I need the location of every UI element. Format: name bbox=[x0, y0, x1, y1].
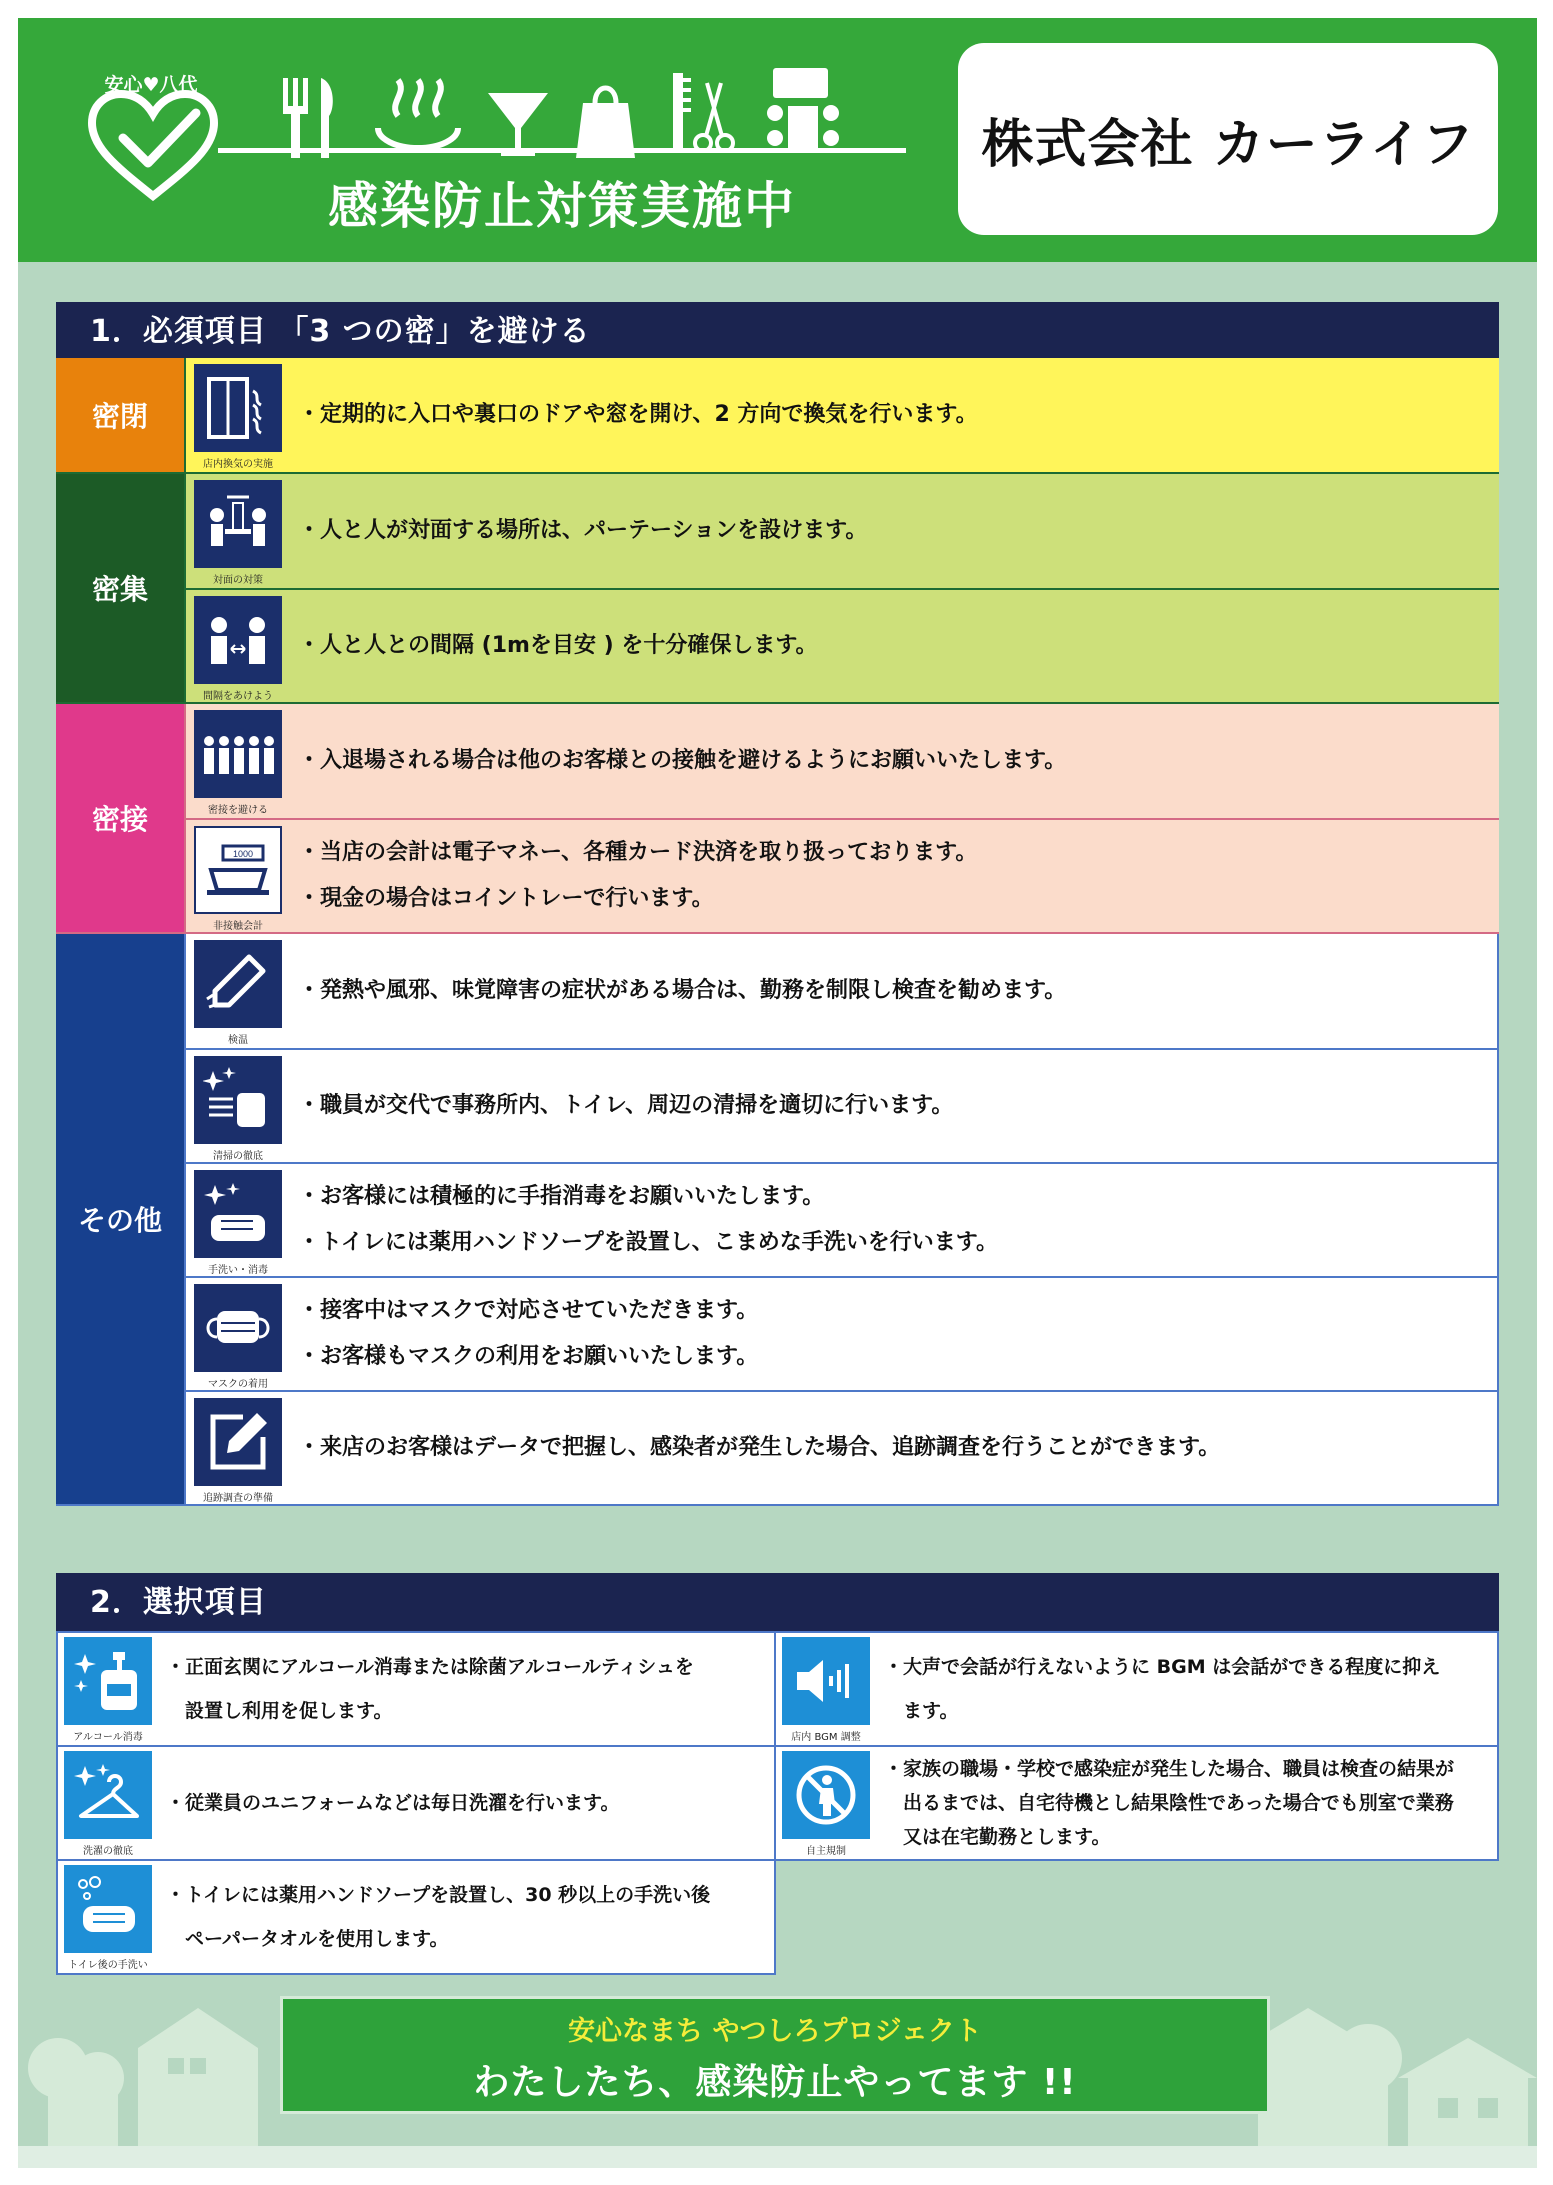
cleaning-icon bbox=[194, 1056, 282, 1144]
icon-caption: アルコール消毒 bbox=[73, 1732, 143, 1743]
row-text bbox=[290, 1164, 1497, 1276]
row-line: ます。 bbox=[884, 1700, 959, 1722]
list-item bbox=[184, 818, 1499, 932]
fork-knife-icon bbox=[283, 78, 333, 158]
row-icon bbox=[186, 358, 290, 472]
queue-icon bbox=[194, 710, 282, 798]
row-line: ・現金の場合はコイントレーで行います。 bbox=[298, 886, 714, 911]
scissors-comb-icon bbox=[673, 73, 733, 153]
row-icon bbox=[58, 1747, 158, 1859]
icon-caption: 店内換気の実施 bbox=[203, 459, 273, 470]
list-item bbox=[184, 934, 1497, 1048]
icon-caption: 対面の対策 bbox=[213, 575, 263, 586]
icon-caption: トイレ後の手洗い bbox=[68, 1960, 148, 1971]
thermometer-icon bbox=[194, 940, 282, 1028]
row-text bbox=[158, 1861, 774, 1973]
list-item bbox=[184, 1162, 1497, 1276]
list-item bbox=[184, 588, 1499, 702]
list-item bbox=[56, 1745, 776, 1861]
meeting-icon bbox=[767, 68, 839, 151]
row-icon bbox=[58, 1861, 158, 1973]
section2-heading: 2．選択項目 bbox=[56, 1573, 1499, 1631]
row-line: 又は在宅勤務とします。 bbox=[884, 1826, 1111, 1848]
distance-icon bbox=[194, 596, 282, 684]
list-item bbox=[184, 358, 1499, 472]
group-misshu bbox=[56, 474, 1499, 704]
group-missetsu bbox=[56, 704, 1499, 934]
group-label: その他 bbox=[56, 934, 184, 1504]
list-item bbox=[184, 1048, 1497, 1162]
onsen-icon bbox=[378, 80, 458, 148]
row-text bbox=[158, 1633, 774, 1745]
row-line: 設置し利用を促します。 bbox=[166, 1700, 393, 1722]
row-icon bbox=[186, 1392, 290, 1504]
group-rows bbox=[184, 704, 1499, 932]
row-line: ・従業員のユニフォームなどは毎日洗濯を行います。 bbox=[166, 1792, 620, 1814]
row-icon bbox=[186, 704, 290, 818]
row-icon bbox=[186, 820, 290, 932]
list-item bbox=[184, 1390, 1497, 1504]
row-line: ・トイレには薬用ハンドソープを設置し、こまめな手洗いを行います。 bbox=[298, 1230, 999, 1255]
row-text bbox=[290, 358, 1499, 472]
mask-icon bbox=[194, 1284, 282, 1372]
cash-tray-icon bbox=[194, 826, 282, 914]
row-line: ・発熱や風邪、味覚障害の症状がある場合は、勤務を制限し検査を勧めます。 bbox=[298, 978, 1067, 1003]
section1-table bbox=[56, 358, 1499, 1506]
wash-hands-icon bbox=[64, 1865, 152, 1953]
row-text bbox=[290, 1278, 1497, 1390]
row-text bbox=[876, 1747, 1497, 1859]
row-text bbox=[158, 1747, 774, 1859]
no-entry-person-icon bbox=[782, 1751, 870, 1839]
list-item bbox=[56, 1859, 776, 1975]
row-line: ・接客中はマスクで対応させていただきます。 bbox=[298, 1298, 759, 1323]
row-icon bbox=[186, 934, 290, 1048]
row-line: ・大声で会話が行えないように BGM は会話ができる程度に抑え bbox=[884, 1656, 1441, 1678]
row-icon bbox=[776, 1747, 876, 1859]
row-line: ペーパータオルを使用します。 bbox=[166, 1928, 449, 1950]
row-line: ・入退場される場合は他のお客様との接触を避けるようにお願いいたします。 bbox=[298, 748, 1067, 773]
icon-caption: 検温 bbox=[228, 1035, 248, 1046]
header-icon-strip bbox=[263, 58, 883, 158]
row-text bbox=[290, 704, 1499, 818]
row-text bbox=[290, 934, 1497, 1048]
row-icon bbox=[186, 1050, 290, 1162]
row-icon bbox=[186, 474, 290, 588]
row-line: ・定期的に入口や裏口のドアや窓を開け、2 方向で換気を行います。 bbox=[298, 402, 978, 427]
logo-text: 安心♥八代 bbox=[104, 74, 198, 96]
footer-subtitle: 安心なまち やつしろプロジェクト bbox=[568, 2016, 982, 2047]
group-label: 密閉 bbox=[56, 358, 184, 472]
ground-strip bbox=[18, 2146, 1537, 2168]
row-line: ・職員が交代で事務所内、トイレ、周辺の清掃を適切に行います。 bbox=[298, 1093, 954, 1118]
list-item bbox=[56, 1631, 776, 1747]
row-line: ・お客様には積極的に手指消毒をお願いいたします。 bbox=[298, 1184, 825, 1209]
group-label: 密接 bbox=[56, 704, 184, 932]
cocktail-icon bbox=[488, 93, 548, 156]
row-icon bbox=[776, 1633, 876, 1745]
row-line: ・当店の会計は電子マネー、各種カード決済を取り扱っております。 bbox=[298, 840, 978, 865]
edit-icon bbox=[194, 1398, 282, 1486]
footer-slogan: わたしたち、感染防止やってます !! bbox=[473, 2062, 1077, 2103]
icon-caption: 手洗い・消毒 bbox=[208, 1265, 268, 1276]
row-line: ・来店のお客様はデータで把握し、感染者が発生した場合、追跡調査を行うことができます。 bbox=[298, 1435, 1221, 1460]
row-icon bbox=[58, 1633, 158, 1745]
list-item bbox=[774, 1631, 1499, 1747]
icon-caption: 間隔をあけよう bbox=[203, 691, 273, 702]
hand-wash-icon bbox=[194, 1170, 282, 1258]
icon-caption: 自主規制 bbox=[806, 1846, 846, 1857]
icon-caption: 清掃の徹底 bbox=[213, 1151, 263, 1162]
list-item bbox=[184, 474, 1499, 588]
list-item bbox=[184, 704, 1499, 818]
row-line: ・お客様もマスクの利用をお願いいたします。 bbox=[298, 1344, 759, 1369]
group-label: 密集 bbox=[56, 474, 184, 702]
row-line: ・人と人が対面する場所は、パーテーションを設けます。 bbox=[298, 518, 868, 543]
speaker-icon bbox=[782, 1637, 870, 1725]
group-rows bbox=[184, 474, 1499, 702]
row-text bbox=[290, 1392, 1497, 1504]
list-item bbox=[774, 1745, 1499, 1861]
alcohol-bottle-icon bbox=[64, 1637, 152, 1725]
group-rows bbox=[184, 358, 1499, 472]
row-line: ・家族の職場・学校で感染症が発生した場合、職員は検査の結果が bbox=[884, 1758, 1455, 1780]
group-rows bbox=[184, 934, 1499, 1504]
poster bbox=[18, 18, 1537, 2168]
icon-caption: 洗濯の徹底 bbox=[83, 1846, 133, 1857]
header-rule bbox=[218, 148, 906, 153]
row-line: ・トイレには薬用ハンドソープを設置し、30 秒以上の手洗い後 bbox=[166, 1884, 711, 1906]
icon-caption: 追跡調査の準備 bbox=[203, 1493, 273, 1504]
row-text bbox=[290, 474, 1499, 588]
row-line: ・人と人との間隔 (1mを目安 ) を十分確保します。 bbox=[298, 633, 818, 658]
section2-grid bbox=[56, 1631, 1499, 1977]
icon-caption: 店内 BGM 調整 bbox=[791, 1732, 861, 1743]
group-other bbox=[56, 934, 1499, 1506]
icon-caption: 密接を避ける bbox=[208, 805, 268, 816]
header-title: 感染防止対策実施中 bbox=[328, 177, 796, 235]
list-item bbox=[184, 1276, 1497, 1390]
row-line: ・正面玄関にアルコール消毒または除菌アルコールティシュを bbox=[166, 1656, 694, 1678]
group-mippei bbox=[56, 358, 1499, 474]
row-text bbox=[290, 820, 1499, 932]
icon-caption: 非接触会計 bbox=[213, 921, 263, 932]
window-ventilation-icon bbox=[194, 364, 282, 452]
company-box bbox=[958, 43, 1498, 235]
hanger-icon bbox=[64, 1751, 152, 1839]
row-icon bbox=[186, 1164, 290, 1276]
svg-text:1000: 1000 bbox=[232, 849, 254, 859]
footer-banner bbox=[280, 1996, 1270, 2114]
row-text bbox=[290, 1050, 1497, 1162]
row-text bbox=[876, 1633, 1497, 1745]
icon-caption: マスクの着用 bbox=[208, 1379, 268, 1390]
row-icon bbox=[186, 1278, 290, 1390]
header bbox=[18, 18, 1537, 262]
section1-heading: 1．必須項目 「3 つの密」を避ける bbox=[56, 302, 1499, 360]
partition-icon bbox=[194, 480, 282, 568]
row-icon bbox=[186, 590, 290, 702]
row-text bbox=[290, 590, 1499, 702]
row-line: 出るまでは、自宅待機とし結果陰性であった場合でも別室で業務 bbox=[884, 1792, 1454, 1814]
company-name: 株式会社 カーライフ bbox=[981, 114, 1475, 175]
